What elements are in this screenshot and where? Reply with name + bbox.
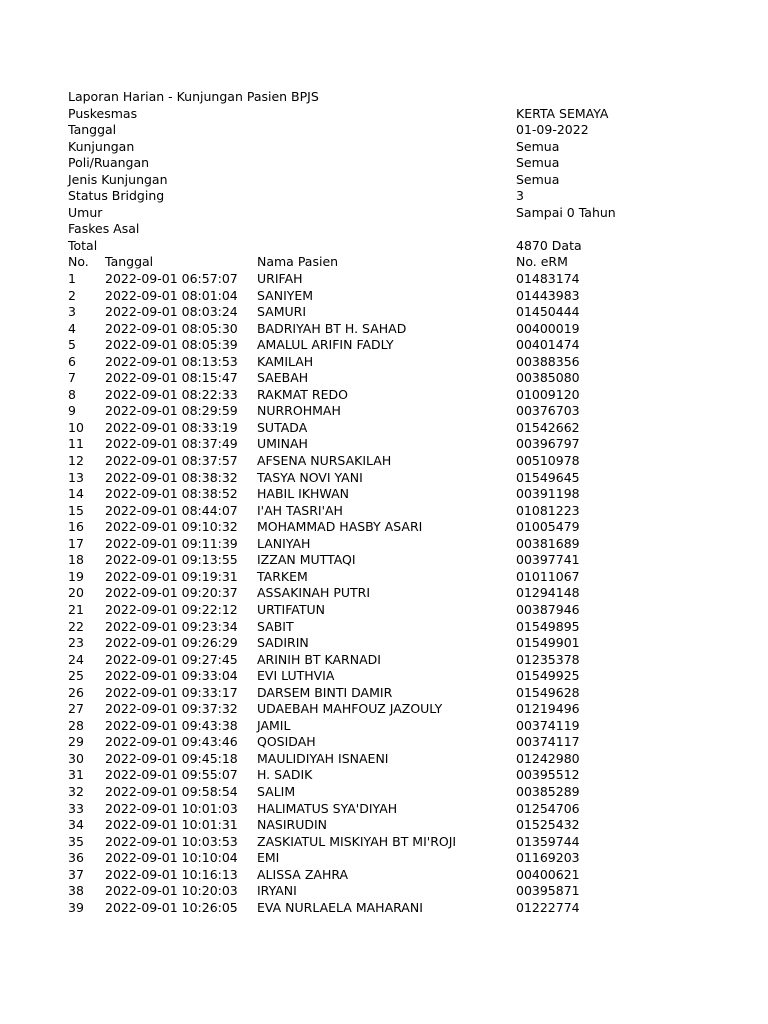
- table-row: [68, 403, 768, 420]
- cell-no: 2: [68, 287, 76, 303]
- table-row: [68, 552, 768, 569]
- cell-nama-pasien: HABIL IKHWAN: [257, 486, 350, 502]
- cell-nama-pasien: TARKEM: [257, 568, 308, 584]
- report-meta: [68, 106, 768, 255]
- cell-tanggal: 2022-09-01 08:01:04: [105, 287, 238, 303]
- cell-no-erm: 01525432: [516, 817, 580, 833]
- cell-no-erm: 01254706: [516, 800, 580, 816]
- cell-tanggal: 2022-09-01 09:43:46: [105, 734, 238, 750]
- cell-no-erm: 01549925: [516, 668, 580, 684]
- cell-no: 34: [68, 817, 84, 833]
- cell-nama-pasien: SANIYEM: [257, 287, 314, 303]
- cell-no: 28: [68, 717, 84, 733]
- cell-tanggal: 2022-09-01 10:03:53: [105, 833, 238, 849]
- table-row: [68, 784, 768, 801]
- cell-no-erm: 01242980: [516, 750, 580, 766]
- table-row: [68, 486, 768, 503]
- cell-tanggal: 2022-09-01 09:13:55: [105, 552, 238, 568]
- cell-no: 39: [68, 899, 84, 915]
- cell-no: 11: [68, 436, 84, 452]
- meta-row: [68, 122, 768, 139]
- cell-tanggal: 2022-09-01 08:37:49: [105, 436, 238, 452]
- meta-label: Status Bridging: [68, 188, 165, 204]
- meta-label: Umur: [68, 204, 103, 220]
- meta-value: Semua: [516, 155, 560, 171]
- cell-nama-pasien: IZZAN MUTTAQI: [257, 552, 356, 568]
- cell-nama-pasien: SALIM: [257, 783, 296, 799]
- table-row: [68, 867, 768, 884]
- cell-no-erm: 01549645: [516, 469, 580, 485]
- meta-label: Jenis Kunjungan: [68, 171, 168, 187]
- cell-nama-pasien: JAMIL: [257, 717, 291, 733]
- table-row: [68, 602, 768, 619]
- meta-value: 01-09-2022: [516, 122, 589, 138]
- report-sheet: [68, 89, 768, 916]
- cell-no-erm: 01483174: [516, 271, 580, 287]
- cell-no: 10: [68, 419, 84, 435]
- table-row: [68, 470, 768, 487]
- cell-no: 36: [68, 850, 84, 866]
- table-row: [68, 536, 768, 553]
- cell-no-erm: 01549895: [516, 618, 580, 634]
- table-row: [68, 619, 768, 636]
- cell-tanggal: 2022-09-01 08:38:52: [105, 486, 238, 502]
- cell-nama-pasien: ZASKIATUL MISKIYAH BT MI'ROJI: [257, 833, 457, 849]
- cell-nama-pasien: SAEBAH: [257, 370, 309, 386]
- cell-no-erm: 00400019: [516, 320, 580, 336]
- cell-no: 14: [68, 486, 84, 502]
- cell-no-erm: 01542662: [516, 419, 580, 435]
- cell-no-erm: 01222774: [516, 899, 580, 915]
- meta-row: [68, 139, 768, 156]
- cell-no-erm: 00396797: [516, 436, 580, 452]
- table-row: [68, 834, 768, 851]
- cell-tanggal: 2022-09-01 10:20:03: [105, 883, 238, 899]
- cell-no: 4: [68, 320, 76, 336]
- cell-tanggal: 2022-09-01 09:22:12: [105, 601, 238, 617]
- table-row: [68, 420, 768, 437]
- cell-nama-pasien: URIFAH: [257, 271, 303, 287]
- cell-no-erm: 00385080: [516, 370, 580, 386]
- cell-no-erm: 00397741: [516, 552, 580, 568]
- cell-no-erm: 00395871: [516, 883, 580, 899]
- cell-tanggal: 2022-09-01 08:05:30: [105, 320, 238, 336]
- cell-tanggal: 2022-09-01 09:45:18: [105, 750, 238, 766]
- cell-no: 7: [68, 370, 76, 386]
- cell-tanggal: 2022-09-01 08:44:07: [105, 502, 238, 518]
- meta-label: Faskes Asal: [68, 221, 140, 237]
- cell-no-erm: 00374119: [516, 717, 580, 733]
- cell-tanggal: 2022-09-01 09:26:29: [105, 635, 238, 651]
- cell-no: 1: [68, 271, 76, 287]
- cell-no-erm: 00385289: [516, 783, 580, 799]
- cell-no-erm: 01443983: [516, 287, 580, 303]
- cell-no-erm: 00401474: [516, 337, 580, 353]
- cell-nama-pasien: H. SADIK: [257, 767, 313, 783]
- table-row: [68, 304, 768, 321]
- cell-no: 3: [68, 304, 76, 320]
- cell-tanggal: 2022-09-01 09:43:38: [105, 717, 238, 733]
- column-header-no: No.: [68, 254, 89, 270]
- table-row: [68, 685, 768, 702]
- cell-no-erm: 01005479: [516, 519, 580, 535]
- cell-no: 21: [68, 601, 84, 617]
- cell-no: 32: [68, 783, 84, 799]
- cell-nama-pasien: ASSAKINAH PUTRI: [257, 585, 371, 601]
- column-header-no-erm: No. eRM: [516, 254, 568, 270]
- cell-tanggal: 2022-09-01 09:19:31: [105, 568, 238, 584]
- meta-value: 3: [516, 188, 524, 204]
- table-row: [68, 883, 768, 900]
- table-row: [68, 635, 768, 652]
- cell-no-erm: 01081223: [516, 502, 580, 518]
- cell-no-erm: 01359744: [516, 833, 580, 849]
- meta-row: [68, 172, 768, 189]
- cell-no: 15: [68, 502, 84, 518]
- cell-nama-pasien: SADIRIN: [257, 635, 309, 651]
- table-row: [68, 718, 768, 735]
- cell-no-erm: 00387946: [516, 601, 580, 617]
- table-row: [68, 337, 768, 354]
- meta-label: Kunjungan: [68, 138, 135, 154]
- meta-value: Semua: [516, 171, 560, 187]
- cell-nama-pasien: LANIYAH: [257, 535, 311, 551]
- cell-no-erm: 01011067: [516, 568, 580, 584]
- cell-no: 20: [68, 585, 84, 601]
- cell-tanggal: 2022-09-01 09:23:34: [105, 618, 238, 634]
- cell-no: 22: [68, 618, 84, 634]
- cell-no: 12: [68, 453, 84, 469]
- meta-value: KERTA SEMAYA: [516, 105, 609, 121]
- cell-no-erm: 00388356: [516, 353, 580, 369]
- cell-tanggal: 2022-09-01 09:55:07: [105, 767, 238, 783]
- table-row: [68, 850, 768, 867]
- cell-no-erm: 00510978: [516, 453, 580, 469]
- table-row: [68, 271, 768, 288]
- cell-nama-pasien: EVI LUTHVIA: [257, 668, 335, 684]
- cell-nama-pasien: NASIRUDIN: [257, 817, 328, 833]
- cell-nama-pasien: TASYA NOVI YANI: [257, 469, 363, 485]
- cell-no: 23: [68, 635, 84, 651]
- cell-nama-pasien: URTIFATUN: [257, 601, 326, 617]
- meta-row: [68, 238, 768, 255]
- report-title-row: [68, 89, 768, 106]
- cell-no-erm: 00376703: [516, 403, 580, 419]
- cell-no-erm: 00381689: [516, 535, 580, 551]
- cell-no-erm: 01294148: [516, 585, 580, 601]
- table-header: [68, 254, 768, 271]
- cell-nama-pasien: UMINAH: [257, 436, 308, 452]
- cell-nama-pasien: SAMURI: [257, 304, 307, 320]
- cell-no: 25: [68, 668, 84, 684]
- cell-no-erm: 00400621: [516, 866, 580, 882]
- column-header-nama-pasien: Nama Pasien: [257, 254, 339, 270]
- cell-nama-pasien: SUTADA: [257, 419, 308, 435]
- cell-tanggal: 2022-09-01 08:29:59: [105, 403, 238, 419]
- table-row: [68, 585, 768, 602]
- cell-no-erm: 00374117: [516, 734, 580, 750]
- table-row: [68, 370, 768, 387]
- cell-nama-pasien: UDAEBAH MAHFOUZ JAZOULY: [257, 701, 443, 717]
- cell-no-erm: 01235378: [516, 651, 580, 667]
- cell-nama-pasien: SABIT: [257, 618, 294, 634]
- table-row: [68, 453, 768, 470]
- cell-no: 6: [68, 353, 76, 369]
- cell-nama-pasien: IRYANI: [257, 883, 297, 899]
- cell-no: 30: [68, 750, 84, 766]
- cell-no: 35: [68, 833, 84, 849]
- cell-no-erm: 00395512: [516, 767, 580, 783]
- cell-no: 13: [68, 469, 84, 485]
- cell-nama-pasien: EVA NURLAELA MAHARANI: [257, 899, 423, 915]
- table-row: [68, 817, 768, 834]
- cell-tanggal: 2022-09-01 08:03:24: [105, 304, 238, 320]
- cell-tanggal: 2022-09-01 10:16:13: [105, 866, 238, 882]
- cell-tanggal: 2022-09-01 10:01:03: [105, 800, 238, 816]
- meta-row: [68, 106, 768, 123]
- cell-no: 24: [68, 651, 84, 667]
- cell-no-erm: 01549901: [516, 635, 580, 651]
- cell-nama-pasien: NURROHMAH: [257, 403, 341, 419]
- meta-row: [68, 188, 768, 205]
- table-row: [68, 288, 768, 305]
- cell-tanggal: 2022-09-01 10:10:04: [105, 850, 238, 866]
- cell-tanggal: 2022-09-01 08:05:39: [105, 337, 238, 353]
- table-row: [68, 321, 768, 338]
- cell-tanggal: 2022-09-01 06:57:07: [105, 271, 238, 287]
- table-row: [68, 767, 768, 784]
- table-row: [68, 734, 768, 751]
- table-row: [68, 652, 768, 669]
- cell-nama-pasien: MAULIDIYAH ISNAENI: [257, 750, 389, 766]
- cell-nama-pasien: AFSENA NURSAKILAH: [257, 453, 392, 469]
- cell-tanggal: 2022-09-01 08:13:53: [105, 353, 238, 369]
- cell-tanggal: 2022-09-01 09:11:39: [105, 535, 238, 551]
- cell-no: 8: [68, 386, 76, 402]
- cell-no: 38: [68, 883, 84, 899]
- cell-nama-pasien: AMALUL ARIFIN FADLY: [257, 337, 394, 353]
- meta-value: Semua: [516, 138, 560, 154]
- table-row: [68, 387, 768, 404]
- meta-row: [68, 205, 768, 222]
- cell-no-erm: 01169203: [516, 850, 580, 866]
- cell-no-erm: 01450444: [516, 304, 580, 320]
- meta-row: [68, 221, 768, 238]
- cell-no: 17: [68, 535, 84, 551]
- cell-no: 5: [68, 337, 76, 353]
- table-row: [68, 503, 768, 520]
- cell-nama-pasien: QOSIDAH: [257, 734, 316, 750]
- cell-tanggal: 2022-09-01 08:15:47: [105, 370, 238, 386]
- meta-value: Sampai 0 Tahun: [516, 204, 616, 220]
- cell-tanggal: 2022-09-01 09:33:17: [105, 684, 238, 700]
- meta-label: Total: [68, 237, 98, 253]
- cell-no-erm: 01009120: [516, 386, 580, 402]
- cell-no: 27: [68, 701, 84, 717]
- cell-no-erm: 01219496: [516, 701, 580, 717]
- cell-nama-pasien: RAKMAT REDO: [257, 386, 348, 402]
- cell-tanggal: 2022-09-01 08:22:33: [105, 386, 238, 402]
- cell-nama-pasien: HALIMATUS SYA'DIYAH: [257, 800, 398, 816]
- table-row: [68, 569, 768, 586]
- cell-tanggal: 2022-09-01 09:37:32: [105, 701, 238, 717]
- table-row: [68, 900, 768, 917]
- cell-nama-pasien: EMI: [257, 850, 280, 866]
- cell-nama-pasien: BADRIYAH BT H. SAHAD: [257, 320, 407, 336]
- table-row: [68, 668, 768, 685]
- cell-no: 19: [68, 568, 84, 584]
- meta-row: [68, 155, 768, 172]
- cell-nama-pasien: I'AH TASRI'AH: [257, 502, 343, 518]
- report-title: Laporan Harian - Kunjungan Pasien BPJS: [68, 89, 319, 104]
- meta-label: Tanggal: [68, 122, 117, 138]
- cell-tanggal: 2022-09-01 09:58:54: [105, 783, 238, 799]
- cell-nama-pasien: ARINIH BT KARNADI: [257, 651, 381, 667]
- meta-label: Puskesmas: [68, 105, 138, 121]
- cell-no: 26: [68, 684, 84, 700]
- cell-tanggal: 2022-09-01 08:37:57: [105, 453, 238, 469]
- cell-tanggal: 2022-09-01 09:33:04: [105, 668, 238, 684]
- table-row: [68, 519, 768, 536]
- cell-tanggal: 2022-09-01 09:20:37: [105, 585, 238, 601]
- meta-value: 4870 Data: [516, 237, 582, 253]
- table-row: [68, 354, 768, 371]
- cell-no: 31: [68, 767, 84, 783]
- cell-nama-pasien: MOHAMMAD HASBY ASARI: [257, 519, 423, 535]
- cell-no-erm: 01549628: [516, 684, 580, 700]
- cell-tanggal: 2022-09-01 10:01:31: [105, 817, 238, 833]
- cell-no: 29: [68, 734, 84, 750]
- cell-nama-pasien: ALISSA ZAHRA: [257, 866, 349, 882]
- cell-tanggal: 2022-09-01 08:38:32: [105, 469, 238, 485]
- cell-nama-pasien: KAMILAH: [257, 353, 314, 369]
- cell-nama-pasien: DARSEM BINTI DAMIR: [257, 684, 393, 700]
- cell-no: 37: [68, 866, 84, 882]
- column-header-tanggal: Tanggal: [105, 254, 154, 270]
- cell-tanggal: 2022-09-01 09:10:32: [105, 519, 238, 535]
- table-row: [68, 436, 768, 453]
- table-row: [68, 751, 768, 768]
- cell-tanggal: 2022-09-01 10:26:05: [105, 899, 238, 915]
- table-row: [68, 801, 768, 818]
- cell-no: 33: [68, 800, 84, 816]
- cell-tanggal: 2022-09-01 08:33:19: [105, 419, 238, 435]
- meta-label: Poli/Ruangan: [68, 155, 150, 171]
- cell-no-erm: 00391198: [516, 486, 580, 502]
- cell-no: 9: [68, 403, 76, 419]
- cell-tanggal: 2022-09-01 09:27:45: [105, 651, 238, 667]
- table-body: [68, 271, 768, 916]
- table-row: [68, 701, 768, 718]
- cell-no: 16: [68, 519, 84, 535]
- cell-no: 18: [68, 552, 84, 568]
